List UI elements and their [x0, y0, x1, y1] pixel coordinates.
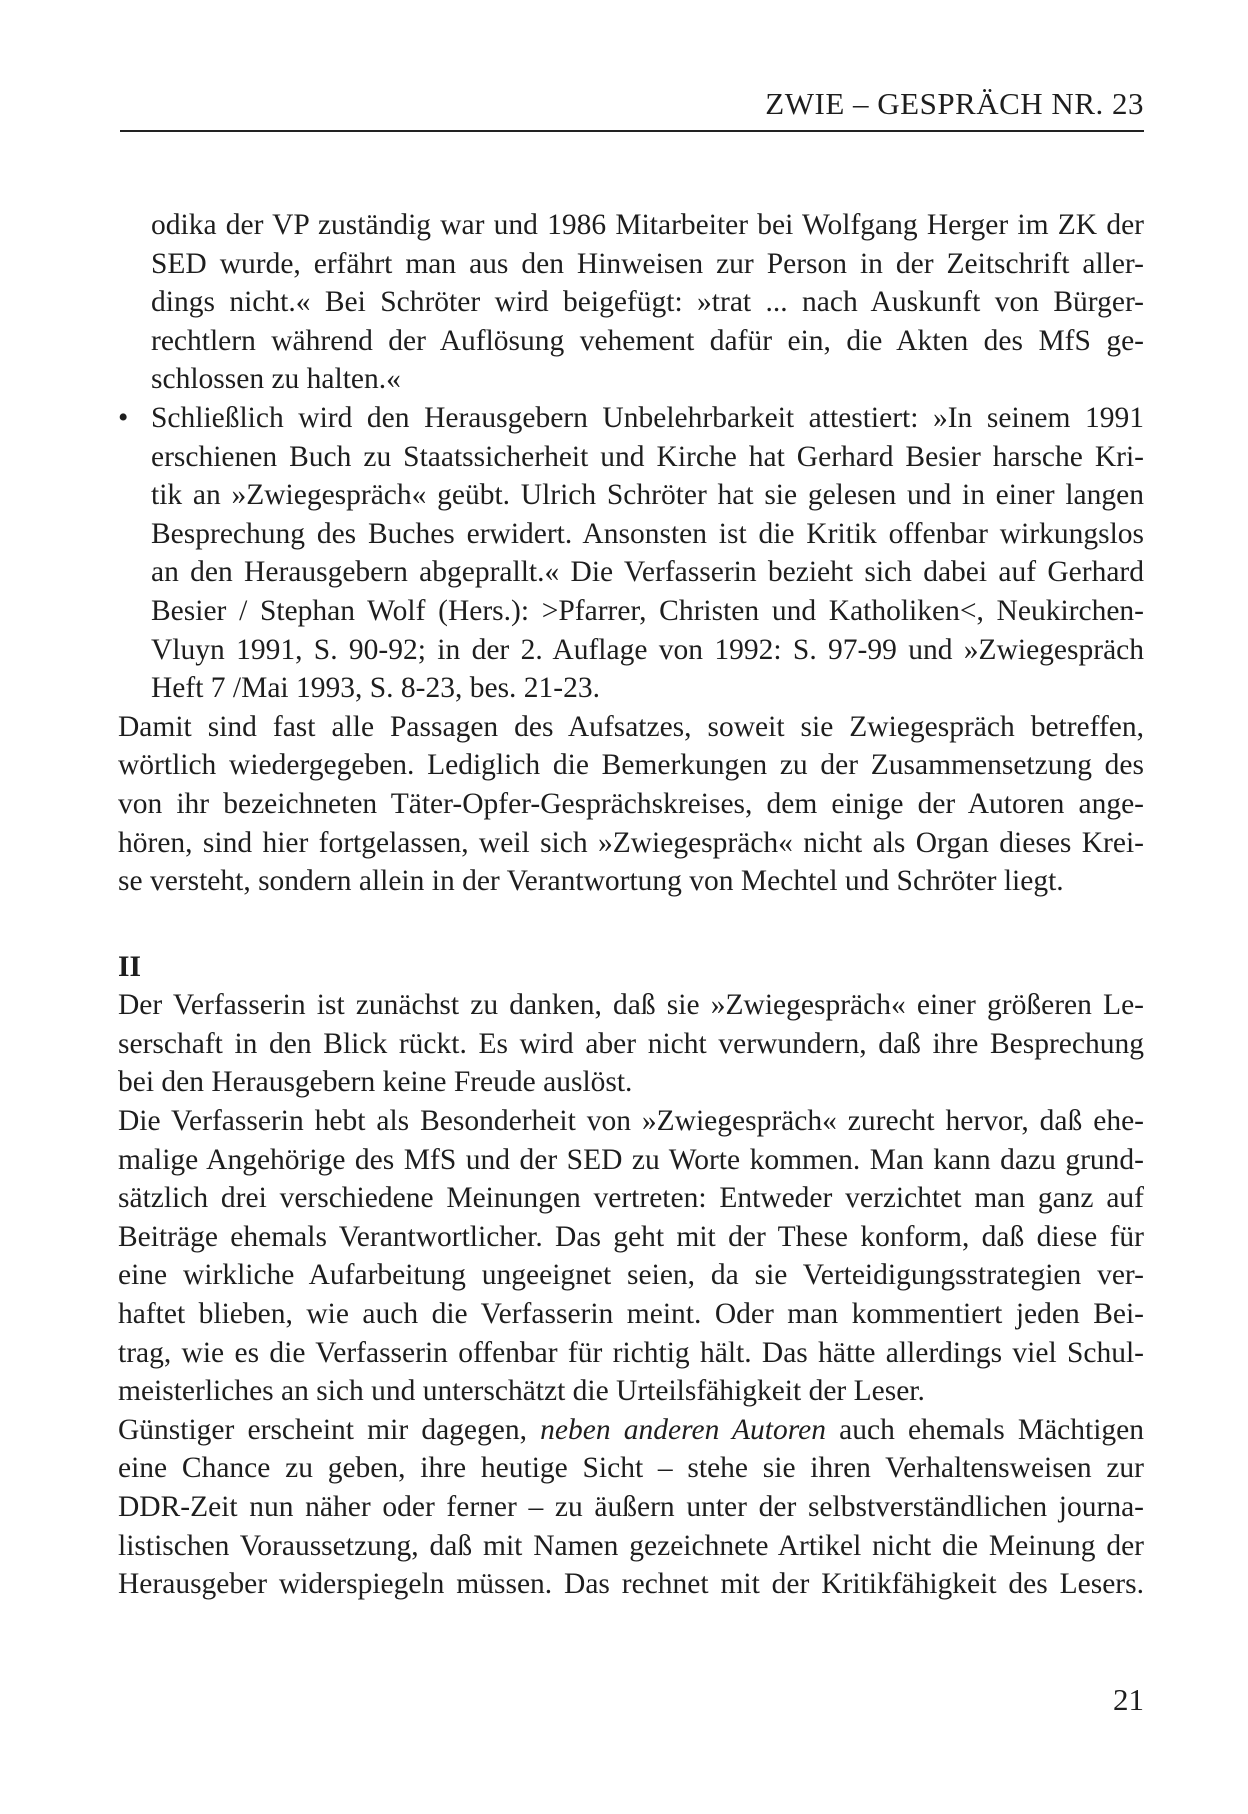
text-line: Herausgeber widerspiegeln müssen. Das rechnet mit der Kritikfähigkeit des Lesers. [118, 1568, 1144, 1601]
text-line: Besprechung des Buches erwidert. Ansonsten ist die Kritik offenbar wirkungslos [151, 517, 1144, 550]
text-line: SED wurde, erfährt man aus den Hinweisen zur Person in der Zeitschrift aller- [151, 247, 1144, 280]
text-line: erschienen Buch zu Staatssicherheit und Kirche hat Gerhard Besier harsche Kri- [151, 440, 1144, 473]
section-heading: II [118, 950, 141, 983]
text-line: wörtlich wiedergegeben. Lediglich die Bemerkungen zu der Zusammensetzung des [118, 749, 1144, 782]
emphasized-text: neben anderen Autoren [540, 1413, 826, 1446]
page-number: 21 [1113, 1682, 1144, 1717]
page-header [120, 86, 1144, 132]
paragraph-preference [118, 1411, 1144, 1604]
text-line: Besier / Stephan Wolf (Hers.): >Pfarrer, Christen und Katholiken<, Neukirchen- [151, 594, 1144, 627]
body-text [118, 206, 1144, 1604]
text-line: von ihr bezeichneten Täter-Opfer-Gesprächskreises, dem einige der Autoren ange- [118, 787, 1144, 820]
text-line: serschaft in den Blick rückt. Es wird aber nicht verwundern, daß ihre Besprechung [118, 1027, 1144, 1060]
continued-list-item [118, 206, 1144, 399]
text-line: Der Verfasserin ist zunächst zu danken, daß sie »Zwiegespräch« einer größeren Le- [118, 989, 1144, 1022]
text-line: trag, wie es die Verfasserin offenbar für richtig hält. Das hätte allerdings viel Schul- [118, 1336, 1144, 1369]
text-line: bei den Herausgebern keine Freude auslöst. [118, 1066, 633, 1099]
text-line: schlossen zu halten.« [151, 363, 401, 396]
text-line: DDR-Zeit nun näher oder ferner – zu äußern unter der selbstverständlichen journa- [118, 1491, 1144, 1523]
text-line: Beiträge ehemals Verantwortlicher. Das geht mit der These konform, daß diese für [118, 1220, 1144, 1253]
text-line: rechtlern während der Auflösung vehement dafür ein, die Akten des MfS ge- [151, 324, 1144, 357]
text-line: dings nicht.« Bei Schröter wird beigefügt: »trat ... nach Auskunft von Bürger- [151, 286, 1144, 319]
paragraph-summary [118, 708, 1144, 901]
text-line: Heft 7 /Mai 1993, S. 8-23, bes. 21-23. [151, 672, 601, 705]
bullet-marker: • [118, 401, 129, 434]
text-line: Die Verfasserin hebt als Besonderheit von »Zwiegespräch« zurecht hervor, daß ehe- [118, 1105, 1144, 1138]
text-line: listischen Voraussetzung, daß mit Namen gezeichnete Artikel nicht die Meinung der [118, 1529, 1144, 1562]
text-line: tik an »Zwiegespräch« geübt. Ulrich Schröter hat sie gelesen und in einer langen [151, 479, 1144, 512]
text-line: meisterliches an sich und unterschätzt die Urteilsfähigkeit der Leser. [118, 1375, 925, 1408]
text-line: odika der VP zuständig war und 1986 Mitarbeiter bei Wolfgang Herger im ZK der [151, 209, 1144, 241]
text-line: Damit sind fast alle Passagen des Aufsatzes, soweit sie Zwiegespräch betreffen, [118, 710, 1144, 743]
text-segment: Günstiger erscheint mir dagegen, [118, 1413, 541, 1446]
text-line: hören, sind hier fortgelassen, weil sich »Zwiegespräch« nicht als Organ dieses Krei- [118, 826, 1144, 859]
paragraph-opinions [118, 1102, 1144, 1411]
text-line: se versteht, sondern allein in der Verantwortung von Mechtel und Schröter liegt. [118, 865, 1064, 898]
paragraph-thanks [118, 986, 1144, 1102]
text-line: Schließlich wird den Herausgebern Unbelehrbarkeit attestiert: »In seinem 1991 [151, 401, 1144, 434]
text-line: eine Chance zu geben, ihre heutige Sicht – stehe sie ihren Verhaltensweisen zur [118, 1452, 1144, 1485]
text-line: Vluyn 1991, S. 90-92; in der 2. Auflage von 1992: S. 97-99 und »Zwiegespräch [151, 633, 1144, 666]
text-line: sätzlich drei verschiedene Meinungen vertreten: Entweder verzichtet man ganz auf [118, 1182, 1144, 1215]
text-line: malige Angehörige des MfS und der SED zu Worte kommen. Man kann dazu grund- [118, 1143, 1144, 1176]
section-gap [118, 901, 1144, 948]
text-line: haftet blieben, wie auch die Verfasserin meint. Oder man kommentiert jeden Bei- [118, 1298, 1144, 1331]
running-title: ZWIE – GESPRÄCH NR. 23 [765, 86, 1144, 121]
bullet-list-item [118, 399, 1144, 708]
text-segment: auch ehemals Mächtigen [825, 1413, 1145, 1446]
text-line [118, 1411, 1144, 1450]
text-line: eine wirkliche Aufarbeitung ungeeignet seien, da sie Verteidigungsstrategien ver- [118, 1259, 1144, 1292]
text-line: an den Herausgebern abgeprallt.« Die Verfasserin bezieht sich dabei auf Gerhard [151, 556, 1144, 589]
